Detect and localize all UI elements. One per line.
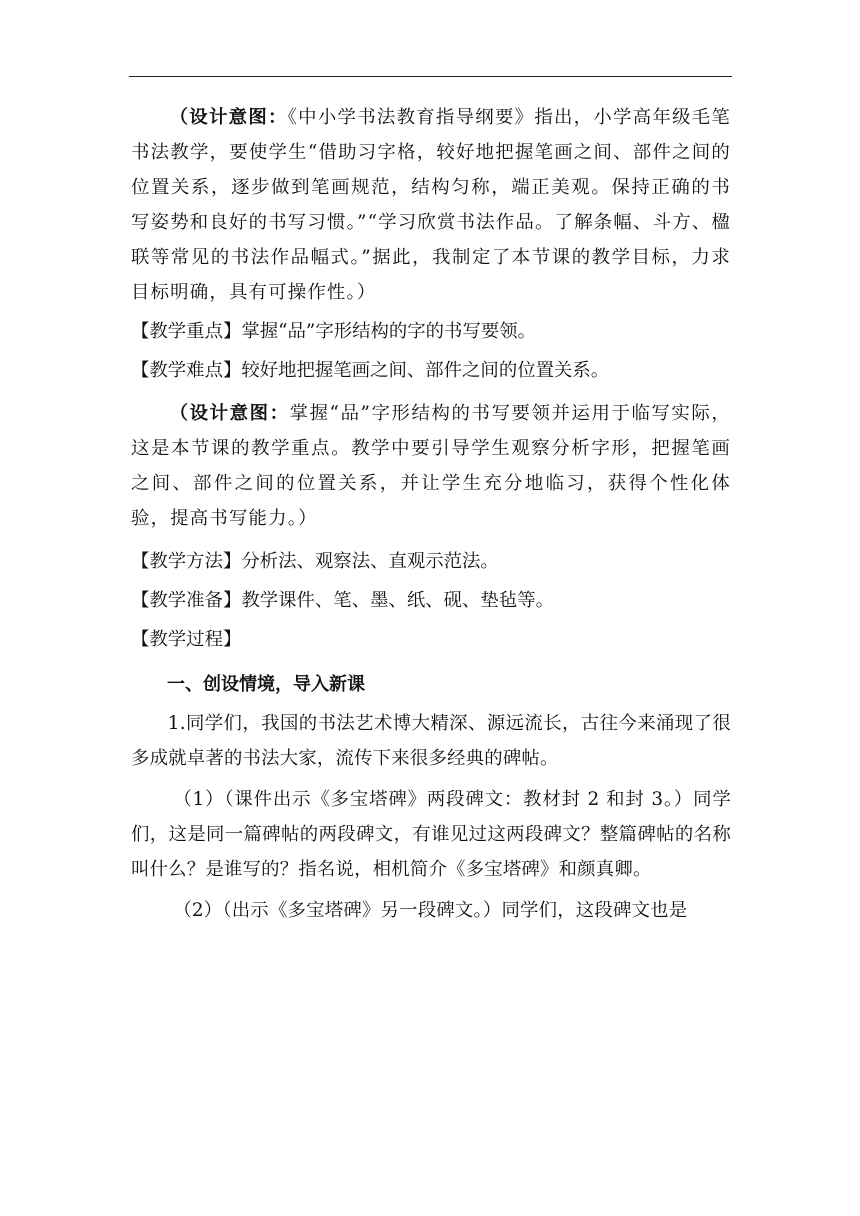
teaching-preparation: 【教学准备】教学课件、笔、墨、纸、砚、垫毡等。 [131,590,554,611]
design-intent-lead: （设计意图： [169,403,290,424]
design-intent-paragraph-1 [131,100,731,310]
header-rule [129,76,732,77]
design-intent-text: 掌握“品”字形结构的书写要领并运用于临写实际，这是本节课的教学重点。教学中要引导学生观察分析字形，把握笔画之间、部件之间的位置关系，并让学生充分地临习，获得个性化体验，提高书写能力。） [131,403,732,529]
body-paragraph: （1）（课件出示《多宝塔碑》两段碑文：教材封 2 和封 3。）同学们，这是同一篇碑帖的两段碑文，有谁见过这两段碑文？整篇碑帖的名称叫什么？是谁写的？指名说，相机简介《多宝塔碑》和颜真卿。 [131,789,731,880]
teaching-difficult-point: 【教学难点】较好地把握笔画之间、部件之间的位置关系。 [131,360,610,381]
document-body [131,100,731,928]
body-paragraph: （2）（出示《多宝塔碑》另一段碑文。）同学们，这段碑文也是 [173,900,688,921]
design-intent-text: 《中小学书法教育指导纲要》指出，小学高年级毛笔书法教学，要使学生“借助习字格，较好地把握笔画之间、部件之间的位置关系，逐步做到笔画规范，结构匀称，端正美观。保持正确的书写姿势和良好的书写习惯。”“学习欣赏书法作品。了解条幅、斗方、楹联等常见的书法作品幅式。”据此，我制定了本节课的教学目标，力求目标明确，具有可操作性。） [131,107,732,303]
design-intent-lead: （设计意图： [169,107,288,128]
section-heading: 一、创设情境，导入新课 [167,674,365,695]
design-intent-paragraph-2 [131,396,731,536]
teaching-method: 【教学方法】分析法、观察法、直观示范法。 [131,551,499,572]
body-paragraph: 1.同学们，我国的书法艺术博大精深、源远流长，古往今来涌现了很多成就卓著的书法大家，流传下来很多经典的碑帖。 [131,713,731,769]
teaching-process-label: 【教学过程】 [131,629,242,650]
teaching-key-point: 【教学重点】掌握“品”字形结构的字的书写要领。 [131,321,537,342]
